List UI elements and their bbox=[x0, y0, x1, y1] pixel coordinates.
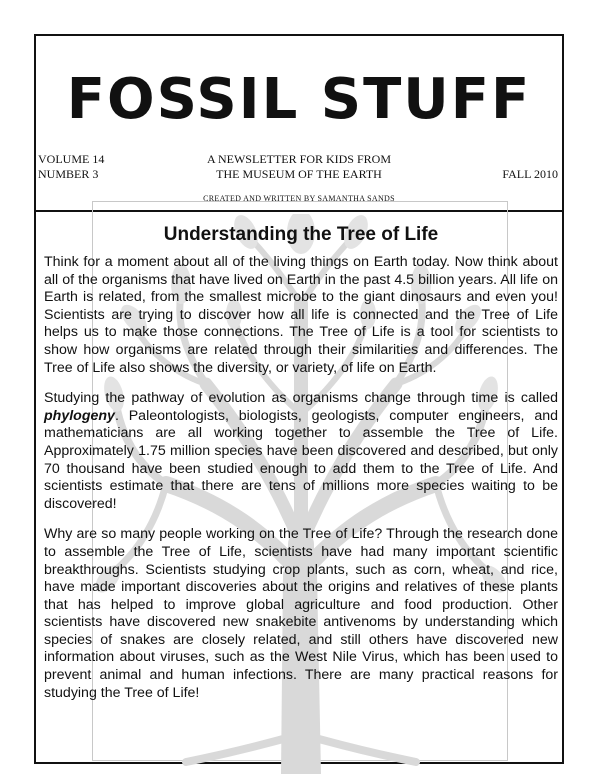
newsletter-tagline bbox=[36, 152, 562, 182]
issue-volume: VOLUME 14 bbox=[38, 152, 105, 166]
tagline-line2: THE MUSEUM OF THE EARTH bbox=[216, 167, 382, 181]
tagline-line1: A NEWSLETTER FOR KIDS FROM bbox=[206, 152, 391, 166]
article bbox=[44, 224, 558, 715]
article-paragraph-3: Why are so many people working on the Tree of Life? Through the research done to assemble the Tree of Life, scientists have had many important scientific breakthroughs. Scientists studying crop plants, such as corn, wheat, and rice, have made important discoveries about the origins and relatives of these plants that has helped to improve global agriculture and food production. Other scientists have discovered new snakebite antivenoms by understanding which species of snakes are closely related, and still others have discovered new information about viruses, such as the West Nile Virus, which has been used to prevent animal and human infections. There are many practical reasons for studying the Tree of Life! bbox=[44, 526, 558, 701]
phylogeny-term: phylogeny bbox=[44, 407, 115, 424]
issue-number: NUMBER 3 bbox=[38, 167, 99, 181]
paragraph-2-intro: Studying the pathway of evolution as organisms change through time is called bbox=[44, 390, 558, 407]
article-paragraph-2 bbox=[44, 390, 558, 513]
author-credit: CREATED AND WRITTEN BY SAMANTHA SANDS bbox=[203, 194, 395, 203]
paragraph-2-rest: . Paleontologists, biologists, geologists, computer engineers, and mathematicians are all working together to assemble the Tree of Life. Approximately 1.75 million species have been discovered and described, but only 70 thousand have been studied enough to add them to the Tree of Life. And scientists estimate that there are tens of millions more species waiting to be discovered! bbox=[44, 407, 558, 512]
page-frame bbox=[34, 34, 564, 764]
masthead-title: FOSSIL STUFF bbox=[66, 67, 532, 132]
issue-season: FALL 2010 bbox=[502, 167, 558, 181]
article-paragraph-1: Think for a moment about all of the living things on Earth today. Now think about all of the organisms that have lived on Earth in the past 4.5 billion years. All life on Earth is related, from the smallest microbe to the giant dinosaurs and even you! Scientists are trying to discover how all life is connected and the Tree of Life helps us to make those connections. The Tree of Life is a tool for scientists to show how organisms are related through their similarities and differences. The Tree of Life also shows the diversity, or variety, of life on Earth. bbox=[44, 254, 558, 376]
article-title: Understanding the Tree of Life bbox=[163, 224, 439, 245]
